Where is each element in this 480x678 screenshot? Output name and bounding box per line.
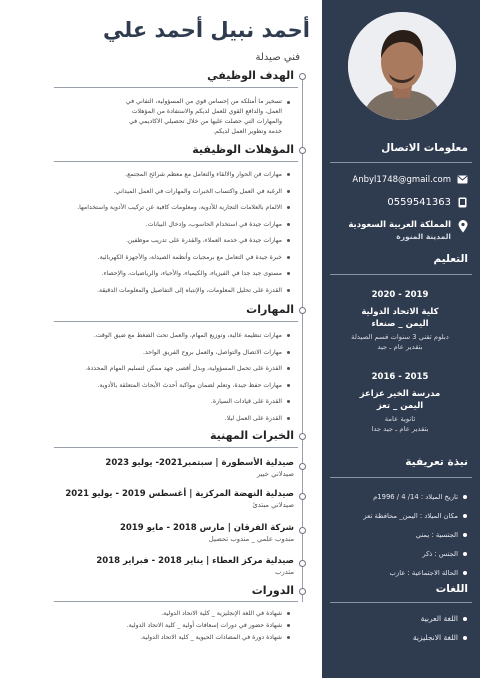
contact-divider	[330, 162, 472, 163]
experience-title: صيدلية مركز العطاء | يناير 2018 - فبراير 2018	[96, 556, 294, 566]
experience-role: صيدلاني مبتدئ	[252, 501, 294, 509]
experience-item	[94, 458, 294, 478]
list-item: مهارات جيدة في خدمة العملاء، والقدرة على تدريب موظفين.	[130, 236, 290, 245]
list-item: تاريخ الميلاد : 14/ 4 / 1996م	[328, 492, 468, 502]
school-place: اليمن _ تعز	[376, 401, 424, 411]
timeline-node	[299, 493, 306, 500]
address-text	[330, 220, 451, 241]
address-city: المدينة المنورة	[396, 232, 451, 241]
education-details	[330, 414, 470, 434]
education-school	[330, 306, 470, 330]
contact-email	[330, 175, 468, 185]
education-entry	[330, 372, 470, 434]
experience-item	[94, 556, 294, 576]
phone-text: 0559541363	[387, 197, 451, 208]
education-years: 2016 - 2015	[371, 372, 429, 382]
list-item: مهارات تنظيمة عالية، وتوزيع المهام، والعمل تحت الضغط مع ضيق الوقت.	[130, 331, 290, 340]
envelope-icon	[457, 175, 468, 184]
timeline-node	[299, 73, 306, 80]
sidebar	[322, 0, 480, 678]
list-item: خبرة جيدة في التعامل مع برمجيات وأنظمة الصيدلة، والأجهزة الكهربائية.	[130, 253, 290, 262]
education-heading: التعليم	[433, 253, 468, 265]
experience-title: صيدلية الأسطورة | سبتمبر2021- يوليو 2023	[105, 458, 294, 468]
timeline-node	[299, 560, 306, 567]
list-item: مهارات حفظ جيدة، وتعلم لضمان مواكبة أحدث الأبحاث المتعلقة بالأدوية.	[130, 381, 290, 390]
school-name: مدرسة الخير عزاعز	[359, 389, 441, 399]
objective-text: تسخير ما أمتلكه من إحساس قوي من المسؤولية، التفاني في العمل، والدافع القوي للعمل لديكم والاستفادة من المؤهلات والمهارات التي حصلت عليها من خلال تحصيلي الاكاديمي في خدمة وتطوير العمل لديكم.	[120, 97, 290, 137]
languages-heading: اللغات	[435, 583, 468, 595]
list-item: الحالة الاجتماعية : عازب	[328, 568, 468, 578]
list-item: مهارات فن الحوار والالقاء والتعامل مع معظم شرائح المجتمع.	[130, 170, 290, 179]
section-title-qualifications: المؤهلات الوظيفية	[192, 143, 294, 156]
contact-address	[330, 220, 468, 241]
experience-role: متدرب	[275, 568, 294, 576]
education-entry	[330, 290, 470, 352]
map-pin-icon	[457, 220, 468, 233]
experience-title: شركة الفرقان | مارس 2018 - مايو 2019	[119, 523, 294, 533]
education-degree: ثانوية عامة	[384, 415, 416, 423]
qualifications-list	[77, 170, 290, 302]
languages-list	[328, 614, 468, 652]
list-item: القدرة على تحليل المعلومات، والإنتباه إلى التفاصيل والمعلومات الدقيقة.	[130, 286, 290, 295]
profile-divider	[330, 477, 472, 478]
section-title-skills: المهارات	[246, 303, 294, 316]
education-years: 2020 - 2019	[371, 290, 429, 300]
school-place: اليمن _ صنعاء	[371, 319, 429, 329]
timeline-node	[299, 527, 306, 534]
section-divider	[54, 601, 298, 602]
section-title-experience: الخبرات المهنية	[209, 429, 294, 442]
section-divider	[54, 87, 298, 88]
list-item: مستوى جيد جدا في الفيزياء، والكيمياء، والأحياء، والرياضيات، والإحصاء.	[130, 269, 290, 278]
education-divider	[330, 274, 472, 275]
experience-role: مندوب علمي _ مندوب تحصيل	[208, 535, 294, 543]
timeline-node	[299, 147, 306, 154]
address-country: المملكة العربية السعودية	[348, 220, 451, 230]
list-item: الرغبة في العمل واكتساب الخبرات والمهارات في العمل الميداني.	[130, 187, 290, 196]
list-item: الجنسية : يمني	[328, 530, 468, 540]
person-name: أحمد نبيل أحمد علي	[103, 18, 310, 42]
education-details	[330, 332, 470, 352]
timeline-node	[299, 463, 306, 470]
contact-phone	[330, 197, 468, 208]
education-degree: دبلوم تقني 3 سنوات قسم الصيدلة	[351, 333, 449, 341]
education-school	[330, 388, 470, 412]
profile-list	[328, 492, 468, 587]
timeline-line	[302, 76, 303, 602]
languages-divider	[330, 602, 472, 603]
timeline-node	[299, 433, 306, 440]
job-title: فني صيدلة	[255, 52, 300, 63]
skills-list	[85, 331, 290, 430]
list-item: شهادة في اللغة الإنجليزية _ كلية الاتحاد الدولية.	[130, 609, 290, 618]
email-text: Anbyl1748@gmail.com	[352, 175, 451, 185]
list-item: الجنس : ذكر	[328, 549, 468, 559]
experience-title: صيدلية النهضة المركزية | أغسطس 2019 - يوليو 2021	[65, 489, 294, 499]
education-grade: بتقدير عام ـ جيد جدا	[371, 425, 429, 433]
section-title-courses: الدورات	[251, 584, 294, 597]
list-item: مهارات الاتصال والتواصل، والعمل بروح الفريق الواحد.	[130, 348, 290, 357]
list-item: القدرة على العمل ليلا.	[130, 414, 290, 423]
experience-item	[65, 489, 294, 509]
section-divider	[54, 447, 298, 448]
list-item: شهادة حضور في دورات إسعافات أولية _ كلية الاتحاد الدولية.	[130, 621, 290, 630]
list-item: مهارات جيدة في استخدام الحاسوب، وإدخال البيانات.	[130, 220, 290, 229]
list-item: شهادة دورة في المضادات الحيوية _ كلية الاتحاد الدولية.	[130, 633, 290, 642]
list-item: القدرة على قيادات السيارة.	[130, 397, 290, 406]
list-item: مكان الميلاد : اليمن_ محافظة تعز	[328, 511, 468, 521]
education-grade: بتقدير عام ـ جيد	[377, 343, 423, 351]
section-divider	[54, 321, 298, 322]
list-item: القدرة على تحمل المسؤولية، وبذل أقصى جهد ممكن لتسليم المهام المحددة.	[130, 364, 290, 373]
section-divider	[54, 161, 298, 162]
list-item: اللغة العربية	[328, 614, 468, 624]
contact-heading: معلومات الاتصال	[381, 142, 468, 154]
timeline-node	[299, 588, 306, 595]
courses-list	[126, 609, 290, 645]
experience-item	[94, 523, 294, 543]
school-name: كلية الاتحاد الدولية	[361, 307, 439, 317]
list-item: اللغة الانجليزية	[328, 633, 468, 643]
section-title-objective: الهدف الوظيفي	[207, 69, 294, 82]
person-photo-icon	[348, 12, 456, 120]
profile-heading: نبذة تعريفية	[405, 456, 468, 468]
experience-role: صيدلاني خبير	[256, 470, 294, 478]
phone-icon	[457, 197, 468, 208]
timeline-node	[299, 307, 306, 314]
list-item: الالمام بالعلامات التجارية للأدوية، ومعلومات كافية عن تركيب الأدوية واستخدامها.	[130, 203, 290, 212]
profile-photo	[348, 12, 456, 120]
